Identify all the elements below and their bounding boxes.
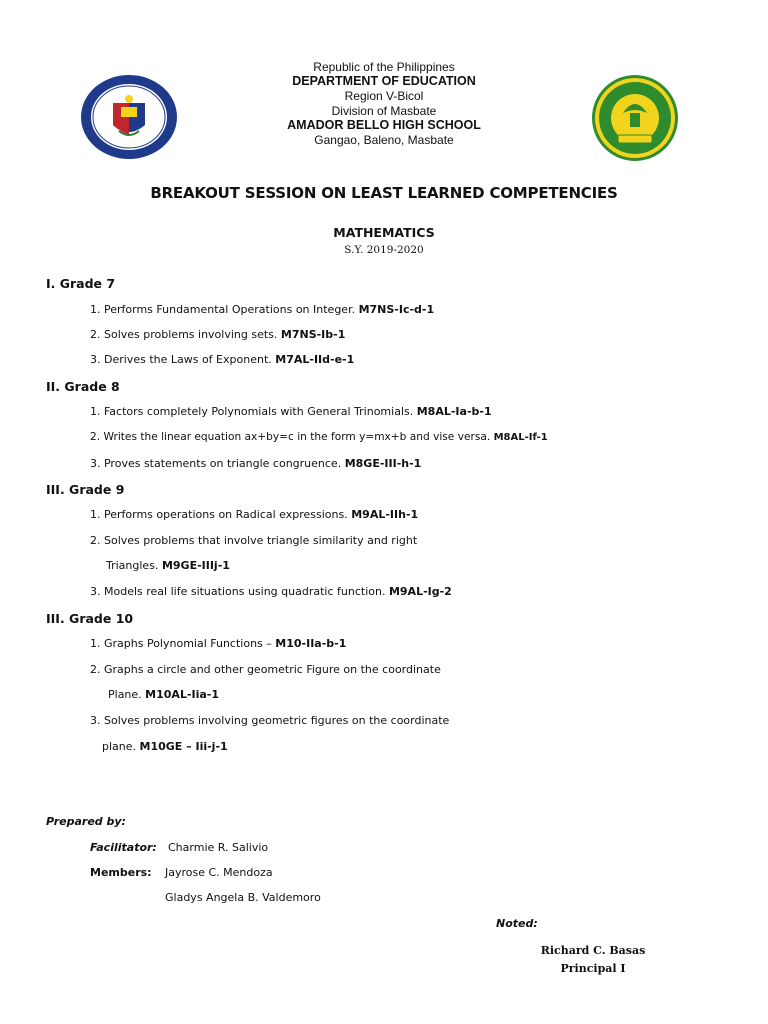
facilitator-name: Charmie R. Salivio bbox=[168, 841, 269, 854]
header-department: DEPARTMENT OF EDUCATION bbox=[292, 74, 476, 88]
competency-code: M9GE-IIIj-1 bbox=[161, 559, 230, 572]
list-item-continuation bbox=[106, 559, 230, 572]
competency-text: 3. Proves statements on triangle congruence. bbox=[90, 457, 342, 470]
list-item bbox=[90, 508, 418, 521]
competency-code: M8GE-III-h-1 bbox=[344, 457, 422, 470]
competency-code: M8AL-Ia-b-1 bbox=[416, 405, 492, 418]
document-title: BREAKOUT SESSION ON LEAST LEARNED COMPETENCIES bbox=[150, 184, 618, 202]
subject-title: MATHEMATICS bbox=[333, 225, 435, 240]
grade-8-heading: II. Grade 8 bbox=[46, 379, 120, 394]
list-item bbox=[90, 585, 452, 598]
header-address: Gangao, Baleno, Masbate bbox=[314, 133, 454, 147]
list-item bbox=[90, 714, 449, 727]
header-division: Division of Masbate bbox=[331, 104, 437, 118]
competency-code: M10GE – Iii-j-1 bbox=[139, 740, 228, 753]
competency-text: Triangles. bbox=[106, 559, 159, 572]
competency-text: 2. Solves problems that involve triangle similarity and right bbox=[90, 534, 418, 547]
competency-text: 1. Factors completely Polynomials with General Trinomials. bbox=[90, 405, 414, 418]
competency-code: M8AL-If-1 bbox=[493, 432, 548, 443]
grade-7-heading: I. Grade 7 bbox=[46, 276, 116, 291]
competency-text: 1. Performs Fundamental Operations on Integer. bbox=[90, 303, 356, 316]
list-item bbox=[90, 457, 421, 470]
competency-text: 3. Derives the Laws of Exponent. bbox=[90, 353, 272, 366]
competency-text: 2. Graphs a circle and other geometric Figure on the coordinate bbox=[90, 663, 441, 676]
header-region: Region V-Bicol bbox=[344, 89, 424, 103]
list-item bbox=[90, 405, 492, 418]
member-name: Gladys Angela B. Valdemoro bbox=[165, 891, 321, 904]
list-item-continuation bbox=[108, 688, 219, 701]
header-school: AMADOR BELLO HIGH SCHOOL bbox=[287, 118, 481, 132]
school-year: S.Y. 2019-2020 bbox=[344, 244, 424, 256]
competency-code: M9AL-Ig-2 bbox=[388, 585, 452, 598]
members-label: Members: bbox=[90, 866, 152, 879]
principal-title: Principal I bbox=[560, 962, 626, 975]
competency-code: M7NS-Ic-d-1 bbox=[358, 303, 435, 316]
header-republic: Republic of the Philippines bbox=[313, 60, 455, 74]
prepared-by-label: Prepared by: bbox=[46, 815, 126, 828]
competency-code: M10AL-Iia-1 bbox=[145, 688, 220, 701]
list-item bbox=[90, 303, 434, 316]
competency-code: M7NS-Ib-1 bbox=[280, 328, 346, 341]
member-name: Jayrose C. Mendoza bbox=[165, 866, 273, 879]
competency-text: 2. Writes the linear equation ax+by=c in the form y=mx+b and vise versa. bbox=[90, 431, 491, 443]
competency-text: 1. Graphs Polynomial Functions – bbox=[90, 637, 272, 650]
principal-name: Richard C. Basas bbox=[540, 944, 646, 957]
competency-text: 1. Performs operations on Radical expressions. bbox=[90, 508, 348, 521]
list-item bbox=[90, 328, 345, 341]
competency-text: 3. Solves problems involving geometric figures on the coordinate bbox=[90, 714, 450, 727]
list-item bbox=[90, 431, 548, 443]
competency-code: M9AL-IIh-1 bbox=[351, 508, 419, 521]
competency-code: M10-IIa-b-1 bbox=[275, 637, 347, 650]
competency-text: 3. Models real life situations using quadratic function. bbox=[90, 585, 386, 598]
list-item-continuation bbox=[102, 740, 228, 753]
facilitator-label: Facilitator: bbox=[90, 841, 157, 854]
noted-label: Noted: bbox=[496, 917, 538, 930]
list-item bbox=[90, 637, 346, 650]
competency-text: Plane. bbox=[108, 688, 142, 701]
list-item bbox=[90, 534, 417, 547]
list-item bbox=[90, 663, 441, 676]
competency-text: plane. bbox=[102, 740, 137, 753]
list-item bbox=[90, 353, 354, 366]
grade-10-heading: III. Grade 10 bbox=[46, 611, 134, 626]
competency-text: 2. Solves problems involving sets. bbox=[90, 328, 278, 341]
competency-code: M7AL-IId-e-1 bbox=[275, 353, 355, 366]
grade-9-heading: III. Grade 9 bbox=[46, 482, 125, 497]
